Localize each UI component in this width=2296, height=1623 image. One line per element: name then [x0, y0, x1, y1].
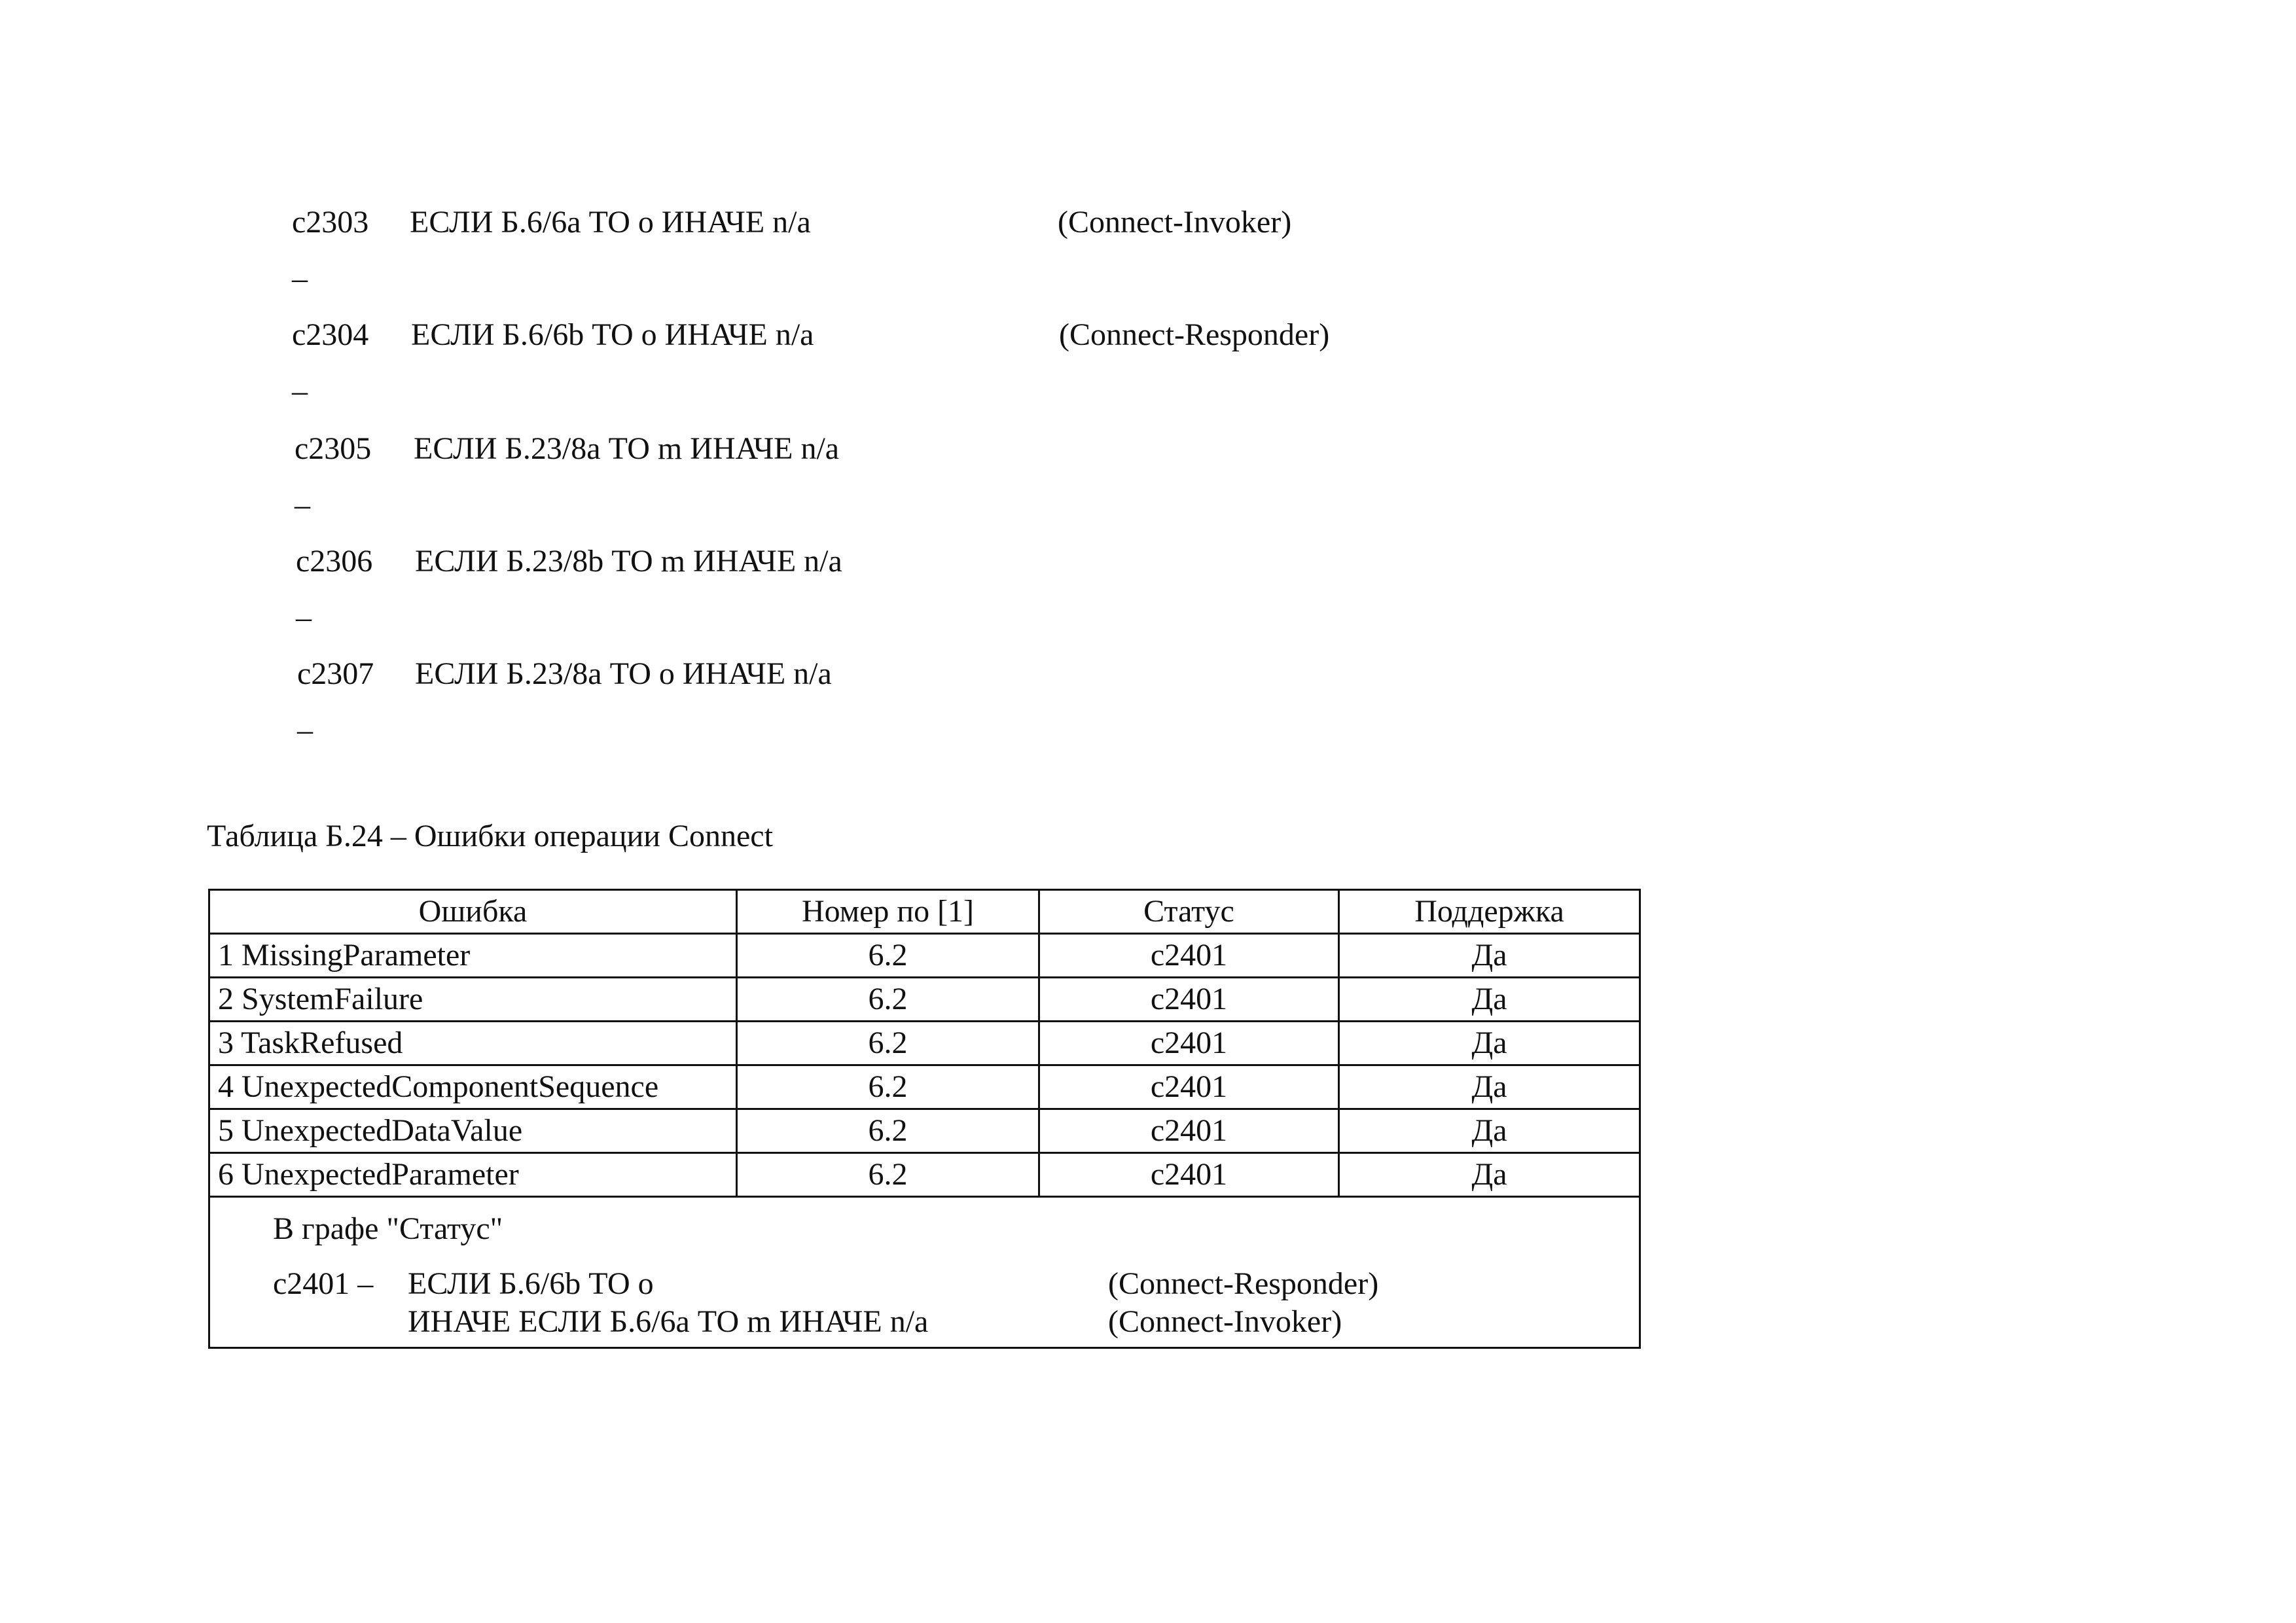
cell-error: 3 TaskRefused: [209, 1022, 737, 1065]
header-status: Статус: [1039, 890, 1339, 934]
cell-status: c2401: [1039, 1022, 1339, 1065]
condition-dash: –: [296, 600, 312, 635]
footnote-line-1: ЕСЛИ Б.6/6b ТО о: [408, 1266, 654, 1301]
cell-status: c2401: [1039, 1109, 1339, 1153]
cell-status: c2401: [1039, 934, 1339, 978]
cell-error: 1 MissingParameter: [209, 934, 737, 978]
condition-expression: ЕСЛИ Б.23/8b ТО m ИНАЧЕ n/a: [415, 544, 842, 579]
table-row: [209, 978, 1640, 1022]
cell-number: 6.2: [737, 978, 1039, 1022]
cell-error: 2 SystemFailure: [209, 978, 737, 1022]
cell-number: 6.2: [737, 934, 1039, 978]
table-caption: Таблица Б.24 – Ошибки операции Connect: [207, 819, 773, 853]
cell-support: Да: [1339, 934, 1640, 978]
header-support: Поддержка: [1339, 890, 1640, 934]
cell-error: 5 UnexpectedDataValue: [209, 1109, 737, 1153]
condition-code: c2307: [297, 656, 374, 691]
condition-expression: ЕСЛИ Б.23/8а ТО о ИНАЧЕ n/a: [415, 656, 832, 691]
cell-support: Да: [1339, 978, 1640, 1022]
table-row: [209, 934, 1640, 978]
table-header-row: [209, 890, 1640, 934]
footnote-code: c2401 –: [273, 1266, 374, 1301]
condition-expression: ЕСЛИ Б.6/6b ТО о ИНАЧЕ n/a: [411, 317, 814, 352]
cell-support: Да: [1339, 1109, 1640, 1153]
condition-code: c2306: [296, 544, 373, 579]
cell-status: c2401: [1039, 1065, 1339, 1109]
condition-dash: –: [292, 261, 308, 296]
condition-expression: ЕСЛИ Б.23/8а ТО m ИНАЧЕ n/a: [414, 431, 840, 466]
cell-number: 6.2: [737, 1022, 1039, 1065]
condition-note: (Connect-Invoker): [1058, 205, 1292, 240]
cell-status: c2401: [1039, 978, 1339, 1022]
table-footnote-row: [209, 1197, 1640, 1348]
errors-table: [208, 889, 1641, 1349]
cell-error: 6 UnexpectedParameter: [209, 1153, 737, 1197]
footnote-note-2: (Connect-Invoker): [1108, 1304, 1342, 1339]
status-footnote: [209, 1197, 1640, 1348]
condition-code: c2305: [295, 431, 372, 466]
condition-expression: ЕСЛИ Б.6/6а ТО о ИНАЧЕ n/a: [410, 205, 811, 240]
table-row: [209, 1065, 1640, 1109]
table-row: [209, 1153, 1640, 1197]
cell-support: Да: [1339, 1022, 1640, 1065]
cell-number: 6.2: [737, 1153, 1039, 1197]
condition-dash: –: [295, 488, 310, 522]
cell-support: Да: [1339, 1065, 1640, 1109]
footnote-heading: В графе "Статус": [273, 1211, 503, 1246]
header-error: Ошибка: [209, 890, 737, 934]
condition-dash: –: [292, 374, 308, 408]
footnote-note-1: (Connect-Responder): [1108, 1266, 1379, 1301]
cell-status: c2401: [1039, 1153, 1339, 1197]
condition-code: c2303: [292, 205, 369, 240]
cell-support: Да: [1339, 1153, 1640, 1197]
condition-dash: –: [297, 713, 313, 747]
condition-note: (Connect-Responder): [1059, 317, 1330, 352]
table-row: [209, 1022, 1640, 1065]
header-number: Номер по [1]: [737, 890, 1039, 934]
footnote-line-2: ИНАЧЕ ЕСЛИ Б.6/6а ТО m ИНАЧЕ n/a: [408, 1304, 929, 1339]
cell-number: 6.2: [737, 1065, 1039, 1109]
condition-code: c2304: [292, 317, 369, 352]
cell-error: 4 UnexpectedComponentSequence: [209, 1065, 737, 1109]
cell-number: 6.2: [737, 1109, 1039, 1153]
table-row: [209, 1109, 1640, 1153]
